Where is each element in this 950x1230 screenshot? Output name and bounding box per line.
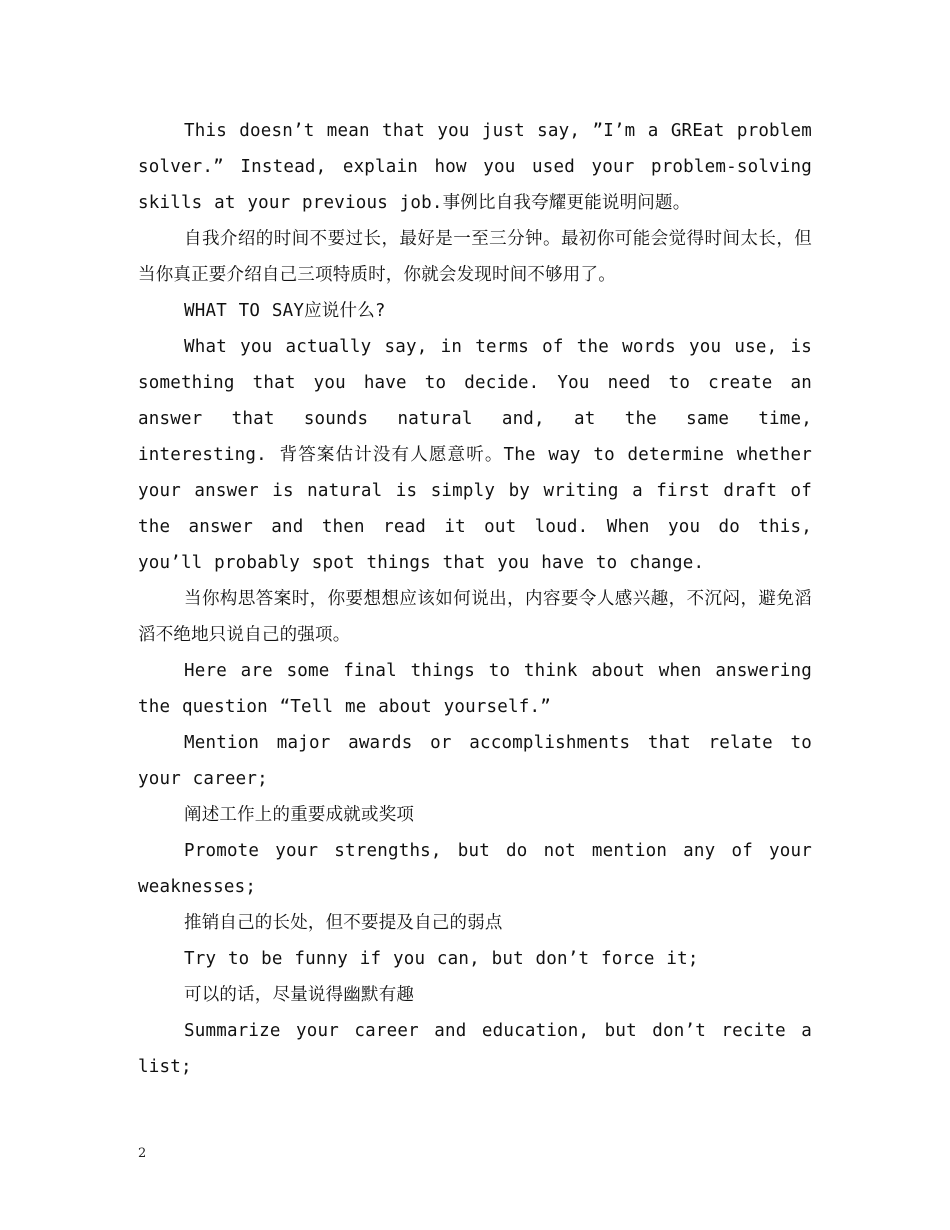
paragraph-6: Here are some final things to think about when answering the question “Tell me about yourself.” xyxy=(138,661,812,717)
paragraph-4: What you actually say, in terms of the words you use, is something that you have to decide. You need to create an answer that sounds natural and, at the same time, interesting. 背答案估计没有人愿意听。The way to determine whether your answer is natural is simply by writing a first draft of the answer and then read it out loud. When you do this, you’ll probably spot things that you have to change. xyxy=(138,337,812,573)
tip-strengths: Promote your strengths, but do not mention any of your weaknesses; xyxy=(138,841,812,897)
paragraph-2: 自我介绍的时间不要过长，最好是一至三分钟。最初你可能会觉得时间太长，但当你真正要介绍自己三项特质时，你就会发现时间不够用了。 xyxy=(138,229,812,285)
tip-awards-cn: 阐述工作上的重要成就或奖项 xyxy=(184,805,415,825)
tip-summarize: Summarize your career and education, but don’t recite a list; xyxy=(138,1021,812,1077)
tip-funny: Try to be funny if you can, but don’t force it; xyxy=(184,949,699,969)
section-heading-what-to-say: WHAT TO SAY应说什么? xyxy=(184,301,386,321)
tip-awards: Mention major awards or accomplishments that relate to your career; xyxy=(138,733,812,789)
paragraph-1: This doesn’t mean that you just say, ”I’m a GREat problem solver.” Instead, explain how you used your problem-solving skills at your previous job.事例比自我夸耀更能说明问题。 xyxy=(138,121,812,213)
page-number: 2 xyxy=(138,1146,147,1161)
document-body xyxy=(138,113,812,1085)
paragraph-5: 当你构思答案时，你要想想应该如何说出，内容要令人感兴趣，不沉闷，避免滔滔不绝地只说自己的强项。 xyxy=(138,589,812,645)
tip-funny-cn: 可以的话，尽量说得幽默有趣 xyxy=(184,985,415,1005)
tip-strengths-cn: 推销自己的长处，但不要提及自己的弱点 xyxy=(184,913,503,933)
